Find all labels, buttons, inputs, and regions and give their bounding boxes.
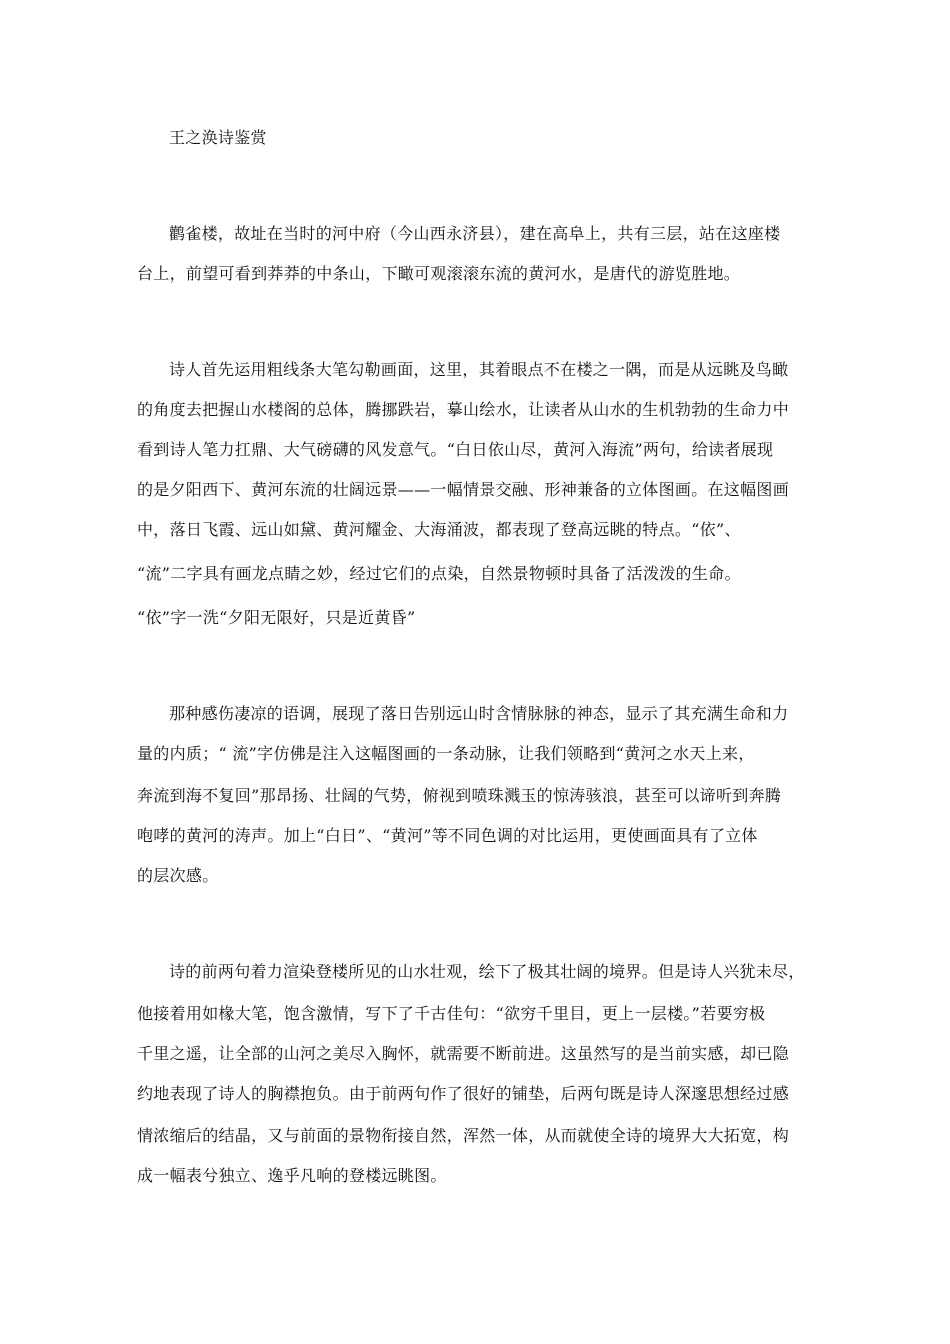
paragraph-line: 看到诗人笔力扛鼎、大气磅礴的风发意气。“白日依山尽，黄河入海流”两句，给读者展现 [137,440,774,459]
paragraph-line: “依”字一洗“夕阳无限好，只是近黄昏” [137,608,416,627]
paragraph-line: 咆哮的黄河的涛声。加上“白日”、“黄河”等不同色调的对比运用，更使画面具有了立体 [137,826,758,845]
paragraph-line: 中，落日飞霞、远山如黛、黄河耀金、大海涌波，都表现了登高远眺的特点。“依”、 [137,520,741,539]
paragraph-line: 千里之遥，让全部的山河之美尽入胸怀，就需要不断前进。这虽然写的是当前实感，却已隐 [137,1044,790,1063]
paragraph-line: 成一幅表兮独立、逸乎凡响的登楼远眺图。 [137,1166,447,1185]
paragraph-line: 诗人首先运用粗线条大笔勾勒画面，这里，其着眼点不在楼之一隅，而是从远眺及鸟瞰 [169,360,789,379]
paragraph-line: 的角度去把握山水楼阁的总体，腾挪跌岩，摹山绘水，让读者从山水的生机勃勃的生命力中 [137,400,790,419]
paragraph-line: 的层次感。 [137,866,219,885]
paragraph-line: 约地表现了诗人的胸襟抱负。由于前两句作了很好的铺垫，后两句既是诗人深邃思想经过感 [137,1084,790,1103]
paragraph-line: 奔流到海不复回”那昂扬、壮阔的气势，俯视到喷珠溅玉的惊涛骇浪，甚至可以谛听到奔腾 [137,786,782,805]
document-title: 王之涣诗鉴赏 [169,128,267,147]
paragraph-line: 台上，前望可看到莽莽的中条山，下瞰可观滚滚东流的黄河水，是唐代的游览胜地。 [137,264,741,283]
paragraph-line: 量的内质；“ 流”字仿佛是注入这幅图画的一条动脉，让我们领略到“黄河之水天上来， [137,744,755,763]
paragraph-line: 情浓缩后的结晶，又与前面的景物衔接自然，浑然一体，从而就使全诗的境界大大拓宽，构 [137,1126,790,1145]
paragraph-line: 诗的前两句着力渲染登楼所见的山水壮观，绘下了极其壮阔的境界。但是诗人兴犹未尽， [169,962,805,981]
paragraph-line: 的是夕阳西下、黄河东流的壮阔远景——一幅情景交融、形神兼备的立体图画。在这幅图画 [137,480,790,499]
paragraph-line: 那种感伤凄凉的语调，展现了落日告别远山时含情脉脉的神态，显示了其充满生命和力 [169,704,789,723]
paragraph-line: 他接着用如椽大笔，饱含激情，写下了千古佳句：“欲穷千里目，更上一层楼。”若要穷极 [137,1004,766,1023]
paragraph-line: “流”二字具有画龙点睛之妙，经过它们的点染，自然景物顿时具备了活泼泼的生命。 [137,564,741,583]
paragraph-line: 鹳雀楼，故址在当时的河中府（今山西永济县），建在高阜上，共有三层，站在这座楼 [169,224,781,243]
